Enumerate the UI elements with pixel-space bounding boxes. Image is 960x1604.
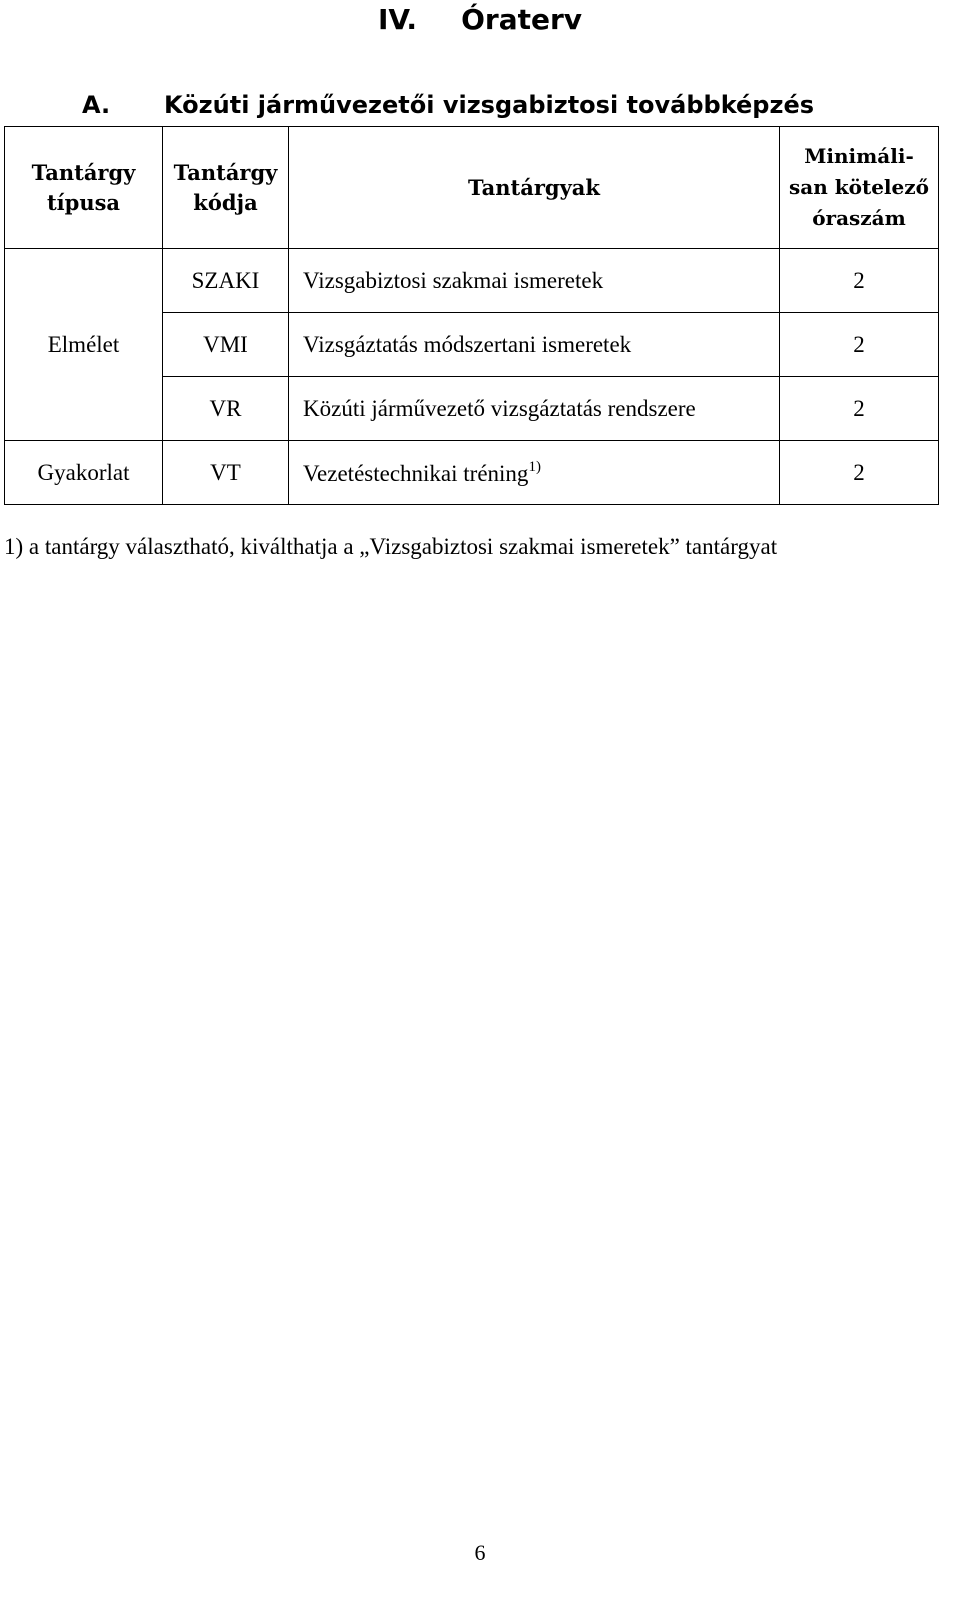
subject-code-cell: VR [163,377,289,441]
subject-code-cell: SZAKI [163,249,289,313]
header-subject-type: Tantárgy típusa [5,127,163,249]
footnote-marker: 1) [528,458,541,475]
hours-cell: 2 [780,249,939,313]
curriculum-table [4,126,939,505]
page-number: 6 [474,1540,486,1565]
subject-type-cell: Gyakorlat [5,441,163,505]
subject-name-text: Vezetéstechnikai tréning [303,460,529,486]
hours-cell: 2 [780,441,939,505]
section-heading [82,88,814,122]
section-letter: A. [82,91,111,119]
header-min-hours: Minimáli- san kötelező óraszám [780,127,939,249]
subject-name-cell [289,441,780,505]
subject-name-cell: Vizsgáztatás módszertani ismeretek [289,313,780,377]
subject-name-cell: Közúti járművezető vizsgáztatás rendszere [289,377,780,441]
hours-cell: 2 [780,377,939,441]
header-subject-code: Tantárgy kódja [163,127,289,249]
table-row [5,441,939,505]
subject-code-cell: VMI [163,313,289,377]
subject-type-cell: Elmélet [5,249,163,441]
footnote: 1) a tantárgy választható, kiválthatja a „Vizsgabiztosi szakmai ismeretek” tantárgyat [4,534,778,559]
page-heading [0,0,960,40]
subject-name-cell: Vizsgabiztosi szakmai ismeretek [289,249,780,313]
section-title: Közúti járművezetői vizsgabiztosi továbbképzés [164,91,815,119]
heading-number: IV. [377,3,418,36]
header-subjects: Tantárgyak [289,127,780,249]
hours-cell: 2 [780,313,939,377]
table-row [5,249,939,313]
subject-code-cell: VT [163,441,289,505]
heading-title: Óraterv [461,3,583,36]
table-header-row [5,127,939,249]
